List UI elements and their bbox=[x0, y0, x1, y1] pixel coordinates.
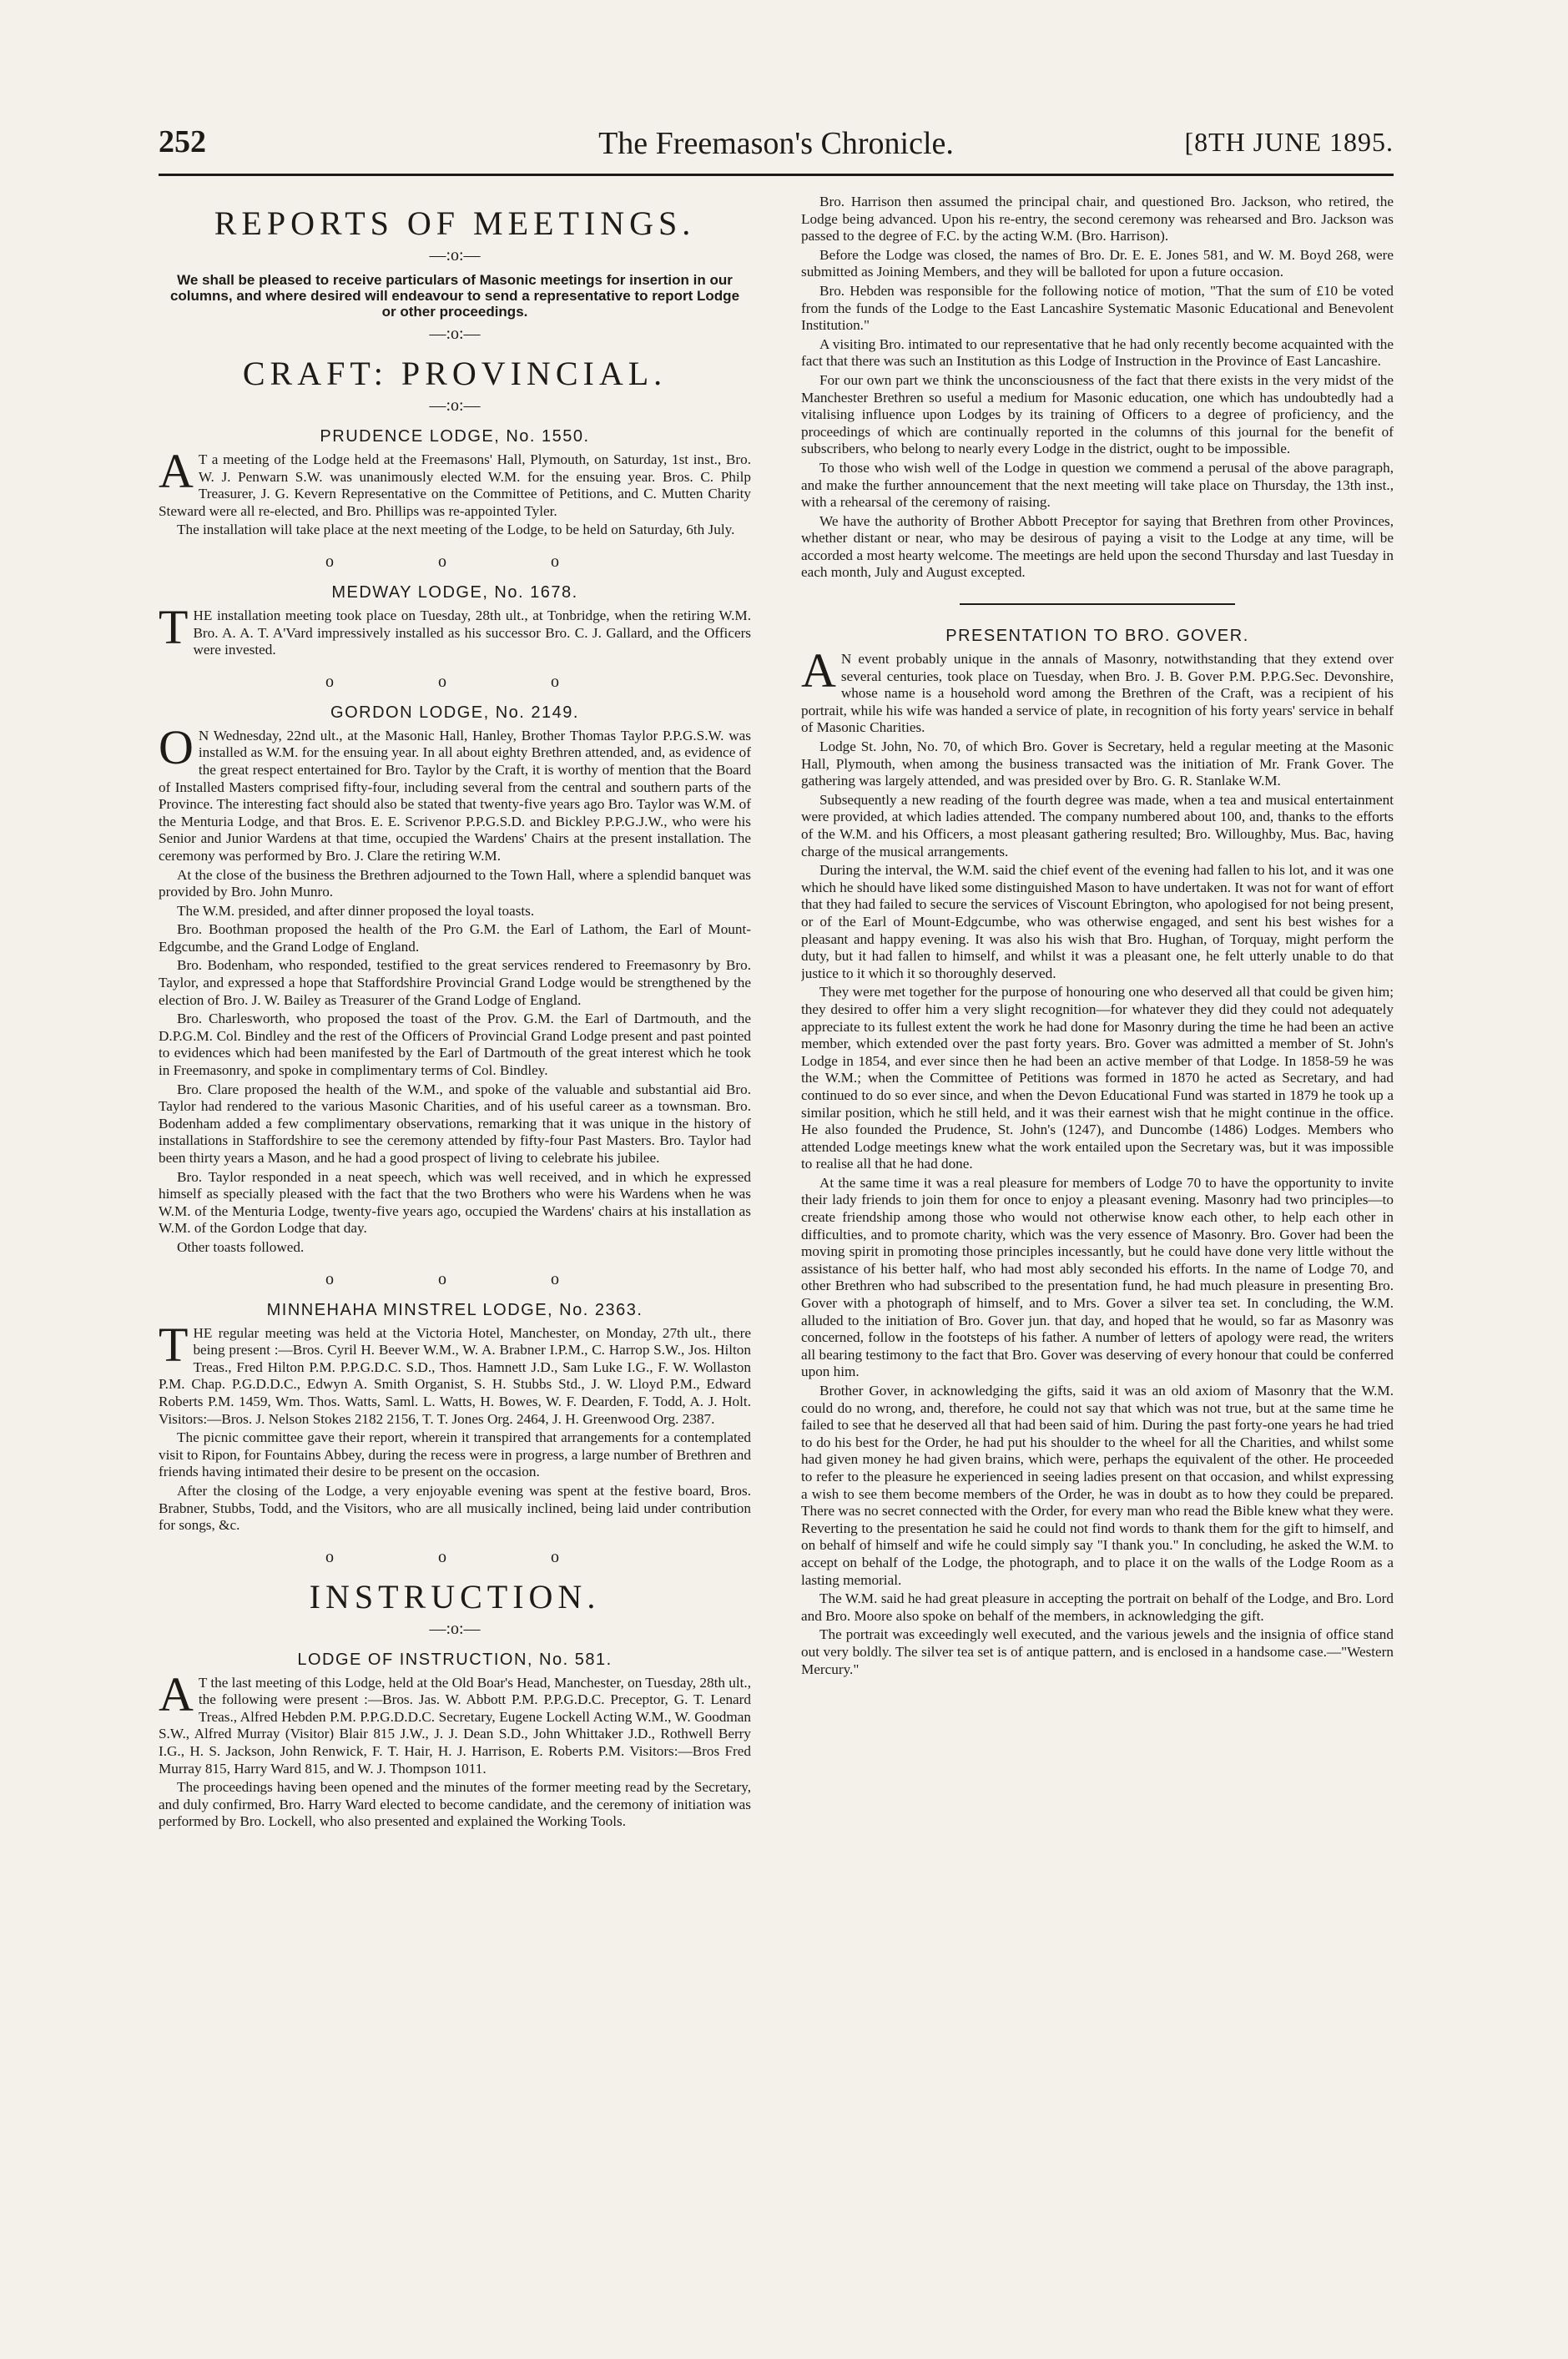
instruction-heading: INSTRUCTION. bbox=[309, 1577, 601, 1616]
minnehaha-lodge-heading: MINNEHAHA MINSTREL LODGE, No. 2363. bbox=[266, 1300, 643, 1319]
article-paragraph: They were met together for the purpose of honouring one who deserved all that could be given him; they desired to offer him a very slight recognition—for whatever they did they could not adequately appreciate to its fullest extent the work he had done for Masonry during the time he had been an active member, which extended over the past forty years. Bro. Gover was admitted a member of St. John's Lodge in 1854, and ever since then he had been an active member of that Lodge. In 1858-59 he was the W.M.; when the Committee of Petitions was formed in 1870 he acted as Secretary, and had continued to do so ever since, and when the Devon Educational Fund was started in 1879 he took up a similar position, which he still held, and it was their earnest wish that he might continue in the office. He also founded the Prudence, St. John's (1247), and Duncombe (1486) Lodges. Members who attended Lodge meetings knew what the work entailed upon the Secretary was, but it was impossible to realise all that he had done. bbox=[801, 984, 1394, 1172]
article-paragraph: The W.M. said he had great pleasure in accepting the portrait on behalf of the Lodge, and Bro. Lord and Bro. Moore also spoke on behalf of the members, in acknowledging the gift. bbox=[801, 1590, 1394, 1624]
drop-cap: A bbox=[159, 444, 194, 498]
article-paragraph: A visiting Bro. intimated to our representative that he had only recently become acquainted with the fact that there was such an Institution as this Lodge of Instruction in the Province of East Lancashire. bbox=[801, 335, 1394, 370]
article-paragraph: Bro. Boothman proposed the health of the Pro G.M. the Earl of Lathom, the Earl of Mount-Edgcumbe, and the Grand Lodge of England. bbox=[159, 921, 751, 955]
article-paragraph: We have the authority of Brother Abbott Preceptor for saying that Brethren from other Provinces, whether distant or near, who may be desirous of paying a visit to the Lodge at any time, will be accorded a most hearty welcome. The meetings are held upon the second Thursday and last Tuesday in each month, July and August excepted. bbox=[801, 512, 1394, 581]
article-paragraph: Bro. Hebden was responsible for the following notice of motion, "That the sum of £10 be voted from the funds of the Lodge to the East Lancashire Systematic Masonic Educational and Benevolent Institution." bbox=[801, 282, 1394, 334]
article-paragraph: To those who wish well of the Lodge in question we commend a perusal of the above paragraph, and make the further announcement that the next meeting will take place on Thursday, the 13th inst., with a rehearsal of the ceremony of raising. bbox=[801, 459, 1394, 511]
article-paragraph: During the interval, the W.M. said the chief event of the evening had fallen to his lot, and it was one which he should have liked some distinguished Mason to have undertaken. It was not for want of effort that they had failed to secure the services of Viscount Ebrington, who apologised for not being present, or of the Earl of Mount-Edgcumbe, who was otherwise engaged, and sent his best wishes for a pleasant and happy evening. It was also his wish that Bro. Hughan, of Torquay, might perform the duty, but it had fallen to himself, and whilst it was a pleasant one, he felt utterly unable to do that justice to it which it so thoroughly deserved. bbox=[801, 862, 1394, 981]
publication-title: The Freemason's Chronicle. bbox=[598, 126, 954, 161]
article-paragraph: For our own part we think the unconsciousness of the fact that there exists in the very midst of the Manchester Brethren so useful a medium for Masonic education, one which has undoubtedly had a vitalising influence upon Lodges by its training of Officers to a degree of proficiency, and the proceedings of which are continually reported in the columns of this journal for the benefit of subscribers, who belong to nearly every Lodge in the district, ought to be impossible. bbox=[801, 371, 1394, 457]
craft-provincial-heading: CRAFT: PROVINCIAL. bbox=[242, 355, 668, 392]
drop-cap: T bbox=[159, 599, 189, 654]
drop-cap: T bbox=[159, 1317, 189, 1372]
article-paragraph: The proceedings having been opened and the minutes of the former meeting read by the Secretary, and duly confirmed, Bro. Harry Ward elected to become candidate, and the ceremony of initiation was performed by Bro. Lockell, who also presented and explained the Working Tools. bbox=[159, 1779, 751, 1830]
article-paragraph: At the same time it was a real pleasure for members of Lodge 70 to have the opportunity to invite their lady friends to join them for once to enjoy a pleasant evening. Masonry had two principles—to create friendship among those who would not otherwise know each other, to help each other in difficulties, and to promote charity, which was the very essence of Masonry. Bro. Gover had been the moving spirit in promoting those principles incessantly, but he could have done very little without the assistance of his better half, who had most ably seconded his efforts. In the name of Lodge 70, and other Brethren who had subscribed to the presentation fund, he had much pleasure in presenting Bro. Gover with a photograph of himself, and to Mrs. Gover a silver tea set. In concluding, the W.M. alluded to the initiation of Bro. Gover jun. that day, and hoped that he would, so far as Masonry was concerned, follow in the footsteps of his father. A number of letters of apology were read, the writers all bearing testimony to the fact that Bro. Gover was deserving of every honour that could be conferred upon him. bbox=[801, 1174, 1394, 1380]
article-paragraph: THE installation meeting took place on Tuesday, 28th ult., at Tonbridge, when the retiring W.M. Bro. A. A. T. A'Vard impressively installed as his successor Bro. C. J. Gallard, and the Officers were invested. bbox=[159, 599, 751, 658]
presentation-heading: PRESENTATION TO BRO. GOVER. bbox=[945, 627, 1249, 646]
article-paragraph: O N Wednesday, 22nd ult., at the Masonic Hall, Hanley, Brother Thomas Taylor P.P.G.S.W. was installed as W.M. for the ensuing year. In all about eighty Brethren attended, and, as evidence of the great respect entertained for Bro. Taylor by the Craft, it is worthy of mention that the Board of Installed Masters comprised fifty-four, including several from the central and southern parts of the Province. The interesting fact should also be stated that twenty-five years ago Bro. Taylor was W.M. of the Menturia Lodge, and that Bros. E. E. Scrivenor P.P.G.S.D. and Bickley P.P.G.J.W., who were his Senior and Junior Wardens at that time, occupied the Wardens' Chairs at the present installation. The ceremony was performed by Bro. J. Clare the retiring W.M. bbox=[159, 719, 751, 864]
article-paragraph: The W.M. presided, and after dinner proposed the loyal toasts. bbox=[177, 902, 535, 919]
article-paragraph: Bro. Clare proposed the health of the W.M., and spoke of the valuable and substantial aid Bro. Taylor had rendered to the various Masonic Charities, and of his useful career as a townsman. Bro. Bodenham added a few complimentary observations, remarking that it was unique in the history of installations in Staffordshire to see the ceremony attended by fifty-four Past Masters. Bro. Taylor had been thirty years a Mason, and he had a good prospect of living to celebrate his jubilee. bbox=[159, 1081, 751, 1166]
article-paragraph: The portrait was exceedingly well executed, and the various jewels and the insignia of office stand out very boldly. The silver tea set is of antique pattern, and is enclosed in a handsome case.—"Western Mercury." bbox=[801, 1626, 1394, 1677]
article-paragraph: Subsequently a new reading of the fourth degree was made, when a tea and musical entertainment were provided, at which ladies attended. The company numbered about 100, and, thanks to the efforts of the W.M. and his Officers, a most pleasant gathering resulted; Bro. Willoughby, Mus. Bac, having charge of the musical arrangements. bbox=[801, 791, 1394, 859]
article-paragraph: Bro. Bodenham, who responded, testified to the great services rendered to Freemasonry by Bro. Taylor, and expressed a hope that Staffordshire Provincial Grand Lodge would be strengthened by the election of Bro. J. W. Bailey as Treasurer of the Grand Lodge of England. bbox=[159, 957, 751, 1008]
article-paragraph: Bro. Harrison then assumed the principal chair, and questioned Bro. Jackson, who retired, the Lodge being advanced. Upon his re-entry, the second ceremony was rehearsed and Bro. Jackson was passed to the degree of F.C. by the acting W.M. (Bro. Harrison). bbox=[801, 194, 1394, 244]
left-column bbox=[159, 194, 751, 2330]
article-paragraph: After the closing of the Lodge, a very enjoyable evening was spent at the festive board, Bros. Brabner, Stubbs, Todd, and the Visitors, who are all musically inclined, being laid under contribution for songs, &c. bbox=[159, 1482, 751, 1534]
right-column bbox=[801, 194, 1394, 2330]
prudence-lodge-heading: PRUDENCE LODGE, No. 1550. bbox=[320, 427, 590, 446]
gordon-lodge-heading: GORDON LODGE, No. 2149. bbox=[330, 703, 579, 722]
article-paragraph: A T a meeting of the Lodge held at the Freemasons' Hall, Plymouth, on Saturday, 1st inst., Bro. W. J. Penwarn S.W. was unanimously elected W.M. for the ensuing year. Bros. C. Philp Treasurer, J. G. Kevern Representative on the Committee of Petitions, and C. Mutten Charity Steward were all re-elected, and Bro. Phillips was re-appointed Tyler. bbox=[159, 444, 751, 519]
article-paragraph: The picnic committee gave their report, wherein it transpired that arrangements for a contemplated visit to Ripon, for Fountains Abbey, during the recess were in progress, a large number of Brethren and friends having intimated their desire to be present on the occasion. bbox=[159, 1429, 751, 1480]
article-paragraph: A T the last meeting of this Lodge, held at the Old Boar's Head, Manchester, on Tuesday, 28th ult., the following were present :—Bros. Jas. W. Abbott P.M. P.P.G.D.C. Preceptor, G. T. Lenard Treas., Alfred Hebden P.M. P.P.G.D.D.C. Secretary, Eugene Lockell Acting W.M., W. Goodman S.W., Alfred Murray (Visitor) Blair 815 J.W., J. J. Dean S.D., John Whittaker J.D., Rothwell Berry I.G., H. S. Jackson, John Renwick, F. T. Hair, H. J. Harrison, E. Roberts P.M. Visitors:—Bros Fred Murray 815, Harry Ward 815, and W. J. Thompson 1011. bbox=[159, 1666, 751, 1777]
article-paragraph: Brother Gover, in acknowledging the gifts, said it was an old axiom of Masonry that the W.M. could do no wrong, and, therefore, he could not say that which was not true, but at the same time he failed to see that he deserved all that had been said of him. During the past forty-one years he had tried to do his best for the Order, he had put his shoulder to the wheel for all the Charities, and whilst some had given money he had given brains, which were, perhaps the equivalent of the other. He proceeded to refer to the pleasure he experienced in seeing ladies present on that occasion, and whilst expressing a wish to see them become members of the Order, he was in doubt as to how they could be prepared. There was no secret connected with the Order, for every man who read the Bible knew what they were. Reverting to the presentation he said he could not find words to thank them for the gift to himself, and on behalf of himself and wife he could simply say "I thank you." In concluding, he asked the W.M. to accept on behalf of the Lodge, the photograph, and to place it on the walls of the Lodge Room as a lasting memorial. bbox=[801, 1383, 1394, 1588]
section-divider: o o o bbox=[325, 672, 609, 691]
article-paragraph: Lodge St. John, No. 70, of which Bro. Gover is Secretary, held a regular meeting at the Masonic Hall, Plymouth, when among the business transacted was the initiation of Mr. Frank Gover. The gathering was largely attended, and was presided over by Bro. G. R. Stanlake W.M. bbox=[801, 738, 1394, 789]
article-paragraph: Other toasts followed. bbox=[177, 1238, 305, 1255]
separator: —:o:— bbox=[429, 246, 481, 265]
medway-lodge-heading: MEDWAY LODGE, No. 1678. bbox=[331, 582, 578, 602]
drop-cap: A bbox=[159, 1666, 194, 1721]
article-paragraph: At the close of the business the Brethren adjourned to the Town Hall, where a splendid banquet was provided by Bro. John Munro. bbox=[159, 866, 751, 900]
section-divider: o o o bbox=[325, 1269, 609, 1288]
article-paragraph: A N event probably unique in the annals of Masonry, notwithstanding that they extend over several centuries, took place on Tuesday, when Bro. J. B. Gover P.M. P.P.G.Sec. Devonshire, whose name is a household word among the Brethren of the Craft, was a recipient of his portrait, while his wife was handed a service of plate, in recognition of his forty years' service in behalf of Masonic Charities. bbox=[801, 643, 1394, 736]
lodge-of-instruction-heading: LODGE OF INSTRUCTION, No. 581. bbox=[297, 1650, 613, 1669]
article-paragraph: Bro. Charlesworth, who proposed the toast of the Prov. G.M. the Earl of Dartmouth, and the D.P.G.M. Col. Bindley and the rest of the Officers of Provincial Grand Lodge present and past pointed to evidences which had been manifested by the Earl of Dartmouth of the great interest which he took in Freemasonry, and spoke in complimentary terms of Col. Bindley. bbox=[159, 1011, 751, 1079]
reports-note: We shall be pleased to receive particulars of Masonic meetings for insertion in our columns, and where desired will endeavour to send a representative to report Lodge or other proceedings. bbox=[169, 272, 740, 320]
page-number: 252 bbox=[159, 124, 206, 159]
article-paragraph: The installation will take place at the next meeting of the Lodge, to be held on Saturday, 6th July. bbox=[177, 522, 735, 538]
column-rule bbox=[960, 603, 1235, 605]
page-header bbox=[159, 123, 1394, 176]
article-paragraph: Bro. Taylor responded in a neat speech, which was well received, and in which he expressed himself as specially pleased with the fact that the two Brothers who were his Wardens when he was W.M. of the Menturia Lodge, twenty-five years ago, occupied the Wardens' chairs at his installation as W.M. of the Gordon Lodge that day. bbox=[159, 1168, 751, 1237]
article-paragraph: THE regular meeting was held at the Victoria Hotel, Manchester, on Monday, 27th ult., there being present :—Bros. Cyril H. Beever W.M., W. A. Brabner I.P.M., C. Harrop S.W., Jos. Hilton Treas., Fred Hilton P.M. P.P.G.D.C. S.D., Thos. Hamnett J.D., Sam Luke I.G., F. W. Wollaston P.M. Chap. P.G.D.D.C., Edwyn A. Smith Organist, S. H. Stubbs Std., J. W. Lloyd P.M., Edward Roberts P.M. 1459, Wm. Thos. Watts, Saml. L. Watts, H. Bowes, W. F. Dearden, F. Todd, A. J. Holt. Visitors:—Bros. J. Nelson Stokes 2182 2156, T. T. Jones Org. 2464, J. H. Greenwood Org. 2387. bbox=[159, 1317, 751, 1427]
section-divider: o o o bbox=[325, 552, 609, 571]
drop-cap: A bbox=[801, 643, 836, 698]
separator: —:o:— bbox=[429, 1619, 481, 1638]
issue-date: [8TH JUNE 1895. bbox=[1184, 127, 1394, 157]
reports-heading: REPORTS OF MEETINGS. bbox=[214, 204, 696, 242]
section-divider: o o o bbox=[325, 1547, 609, 1566]
drop-cap: O bbox=[159, 719, 194, 774]
article-paragraph: Before the Lodge was closed, the names of Bro. Dr. E. E. Jones 581, and W. M. Boyd 268, were submitted as Joining Members, and they will be balloted for upon a future occasion. bbox=[801, 246, 1394, 280]
separator: —:o:— bbox=[429, 396, 481, 415]
separator: —:o:— bbox=[429, 325, 481, 343]
